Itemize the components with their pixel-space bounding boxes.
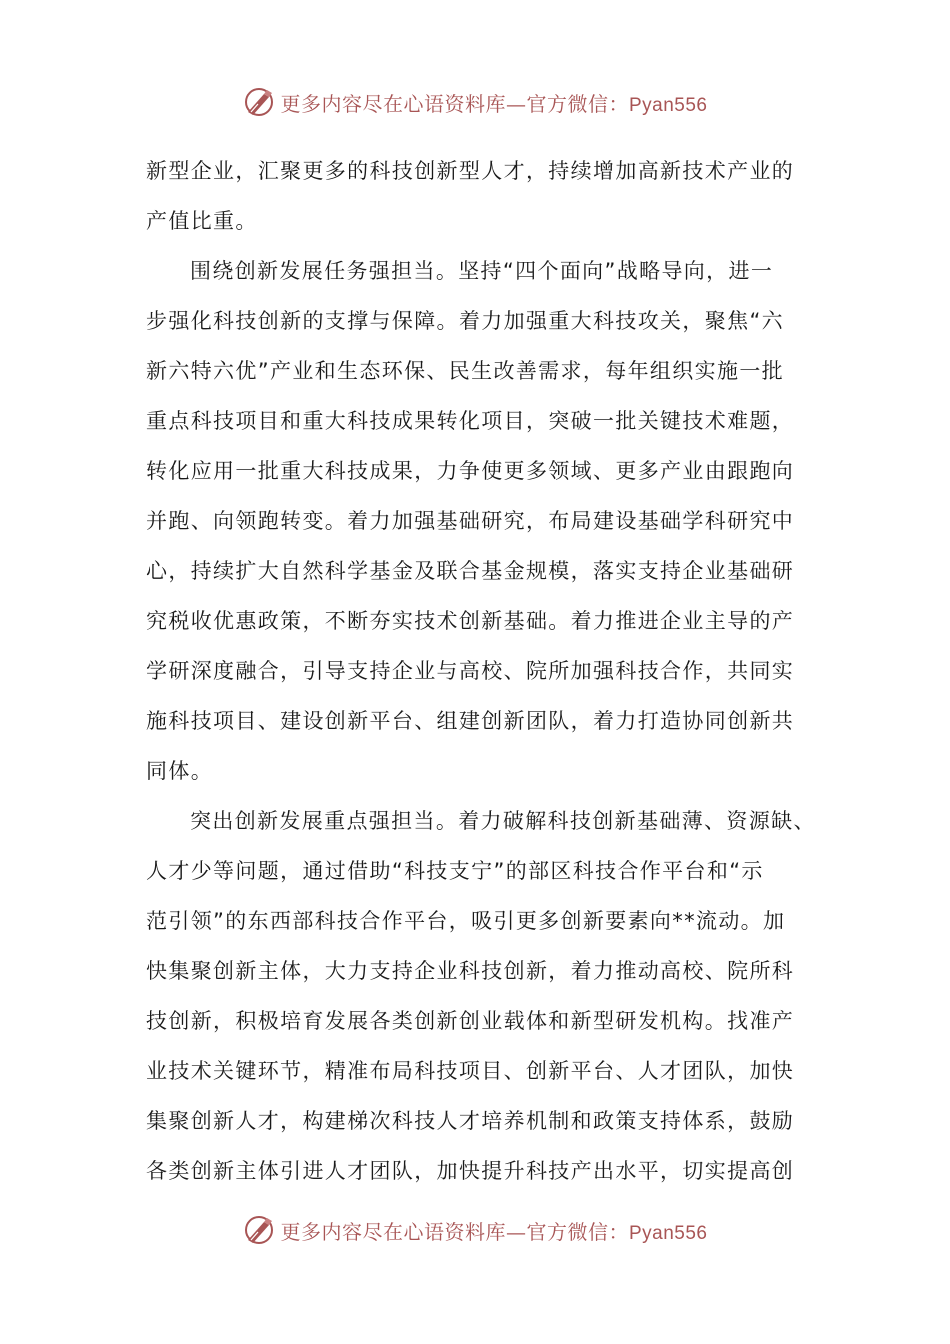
- paragraph: [146, 146, 806, 246]
- text-line: 施科技项目、建设创新平台、组建创新团队，着力打造协同创新共: [146, 709, 795, 733]
- text-line: 新型企业，汇聚更多的科技创新型人才，持续增加高新技术产业的: [146, 159, 795, 183]
- footer-banner-text: 更多内容尽在心语资料库—官方微信：Pyan556: [280, 1219, 708, 1244]
- text-line: 围绕创新发展任务强担当。坚持“四个面向”战略导向，进一: [190, 259, 774, 283]
- text-line: 究税收优惠政策，不断夯实技术创新基础。着力推进企业主导的产: [146, 609, 795, 633]
- text-line: 突出创新发展重点强担当。着力破解科技创新基础薄、资源缺、: [190, 809, 816, 833]
- pen-nib-logo-icon: [242, 1213, 276, 1247]
- text-line: 心，持续扩大自然科学基金及联合基金规模，落实支持企业基础研: [146, 559, 795, 583]
- text-line: 并跑、向领跑转变。着力加强基础研究，布局建设基础学科研究中: [146, 509, 795, 533]
- header-wechat-id: Pyan556: [628, 94, 708, 116]
- text-line: 转化应用一批重大科技成果，力争使更多领域、更多产业由跟跑向: [146, 459, 795, 483]
- text-line: 重点科技项目和重大科技成果转化项目，突破一批关键技术难题，: [146, 409, 795, 433]
- footer-banner: [0, 1210, 950, 1250]
- text-line: 技创新，积极培育发展各类创新创业载体和新型研发机构。找准产: [146, 1009, 795, 1033]
- header-banner-text: 更多内容尽在心语资料库—官方微信：Pyan556: [280, 91, 708, 116]
- footer-wechat-id: Pyan556: [628, 1222, 708, 1244]
- text-line: 产值比重。: [146, 209, 258, 233]
- text-line: 各类创新主体引进人才团队，加快提升科技产出水平，切实提高创: [146, 1159, 795, 1183]
- header-banner: [0, 82, 950, 122]
- document-body: [146, 146, 816, 1196]
- text-line: 学研深度融合，引导支持企业与高校、院所加强科技合作，共同实: [146, 659, 795, 683]
- text-line: 集聚创新人才，构建梯次科技人才培养机制和政策支持体系，鼓励: [146, 1109, 795, 1133]
- text-line: 新六特六优”产业和生态环保、民生改善需求，每年组织实施一批: [146, 359, 785, 383]
- paragraph: [146, 246, 806, 796]
- text-line: 业技术关键环节，精准布局科技项目、创新平台、人才团队，加快: [146, 1059, 795, 1083]
- pen-nib-logo-icon: [242, 85, 276, 119]
- text-line: 步强化科技创新的支撑与保障。着力加强重大科技攻关，聚焦“六: [146, 309, 785, 333]
- paragraph: [146, 796, 816, 1196]
- text-line: 人才少等问题，通过借助“科技支宁”的部区科技合作平台和“示: [146, 859, 764, 883]
- text-line: 快集聚创新主体，大力支持企业科技创新，着力推动高校、院所科: [146, 959, 795, 983]
- text-line: 范引领”的东西部科技合作平台，吸引更多创新要素向**流动。加: [146, 909, 786, 933]
- text-line: 同体。: [146, 759, 214, 783]
